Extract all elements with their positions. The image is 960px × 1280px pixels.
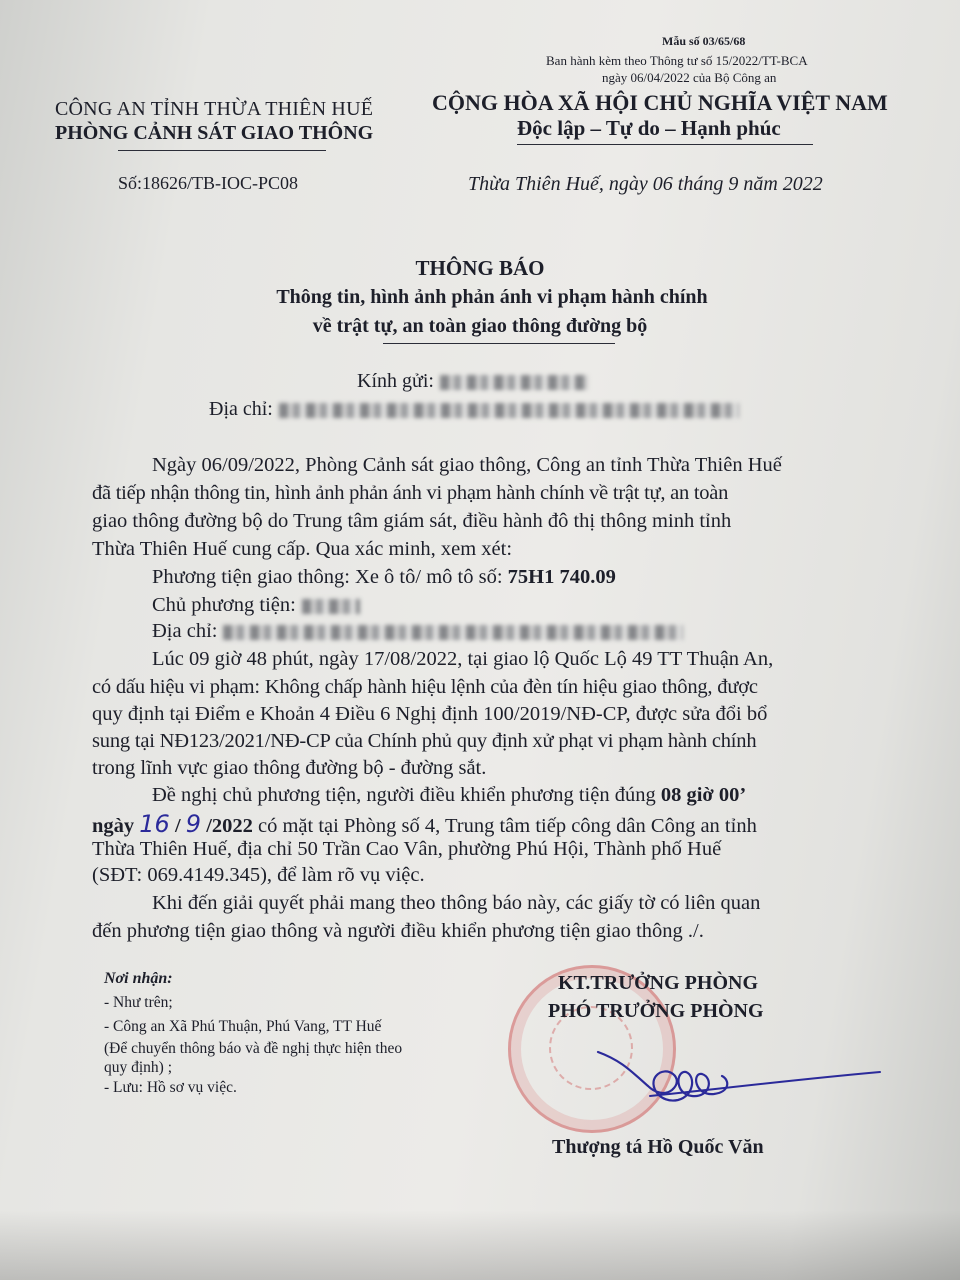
recipient-item: - Công an Xã Phú Thuận, Phú Vang, TT Huế	[104, 1018, 382, 1035]
redacted-owner	[302, 599, 360, 614]
form-note-line2: ngày 06/04/2022 của Bộ Công an	[602, 70, 777, 85]
addressee-row	[357, 370, 588, 393]
body-line: trong lĩnh vực giao thông đường bộ - đường sắt.	[92, 757, 487, 779]
signature-title-1: KT.TRƯỞNG PHÒNG	[558, 972, 758, 994]
body-line: đến phương tiện giao thông và người điều khiển phương tiện giao thông ./.	[92, 920, 704, 942]
document-title: THÔNG BÁO	[415, 256, 545, 280]
summons-line-1	[152, 784, 746, 807]
agency-line2: PHÒNG CẢNH SÁT GIAO THÔNG	[55, 122, 374, 144]
addressee-label: Kính gửi:	[357, 370, 434, 392]
title-underline	[383, 343, 615, 344]
agency-line1: CÔNG AN TỈNH THỪA THIÊN HUẾ	[55, 98, 374, 120]
appointment-day-label: ngày	[92, 815, 135, 837]
owner-label: Chủ phương tiện:	[152, 594, 296, 616]
body-line: (SĐT: 069.4149.345), để làm rõ vụ việc.	[92, 864, 425, 886]
appointment-time: 08 giờ 00’	[660, 784, 747, 806]
owner-address-row	[152, 620, 683, 643]
document-number: Số:18626/TB-IOC-PC08	[118, 173, 299, 193]
date-slash: /	[174, 815, 181, 837]
form-number: Mẫu số 03/65/68	[662, 34, 746, 48]
address-row	[209, 398, 739, 421]
body-line: Khi đến giải quyết phải mang theo thông báo này, các giấy tờ có liên quan	[152, 892, 761, 914]
summons-line-2	[92, 810, 757, 838]
recipient-item: quy định) ;	[104, 1059, 173, 1076]
license-plate: 75H1 740.09	[507, 566, 616, 588]
redacted-address	[279, 403, 739, 418]
appointment-year: /2022	[206, 815, 253, 837]
agency-underline	[118, 150, 326, 151]
address-label: Địa chỉ:	[209, 398, 273, 420]
redacted-owner-address	[223, 625, 683, 640]
document-subtitle-1: Thông tin, hình ảnh phản ánh vi phạm hành chính	[276, 286, 708, 308]
recipient-item: - Như trên;	[104, 994, 173, 1011]
body-text: Đề nghị chủ phương tiện, người điều khiển phương tiện đúng	[152, 784, 656, 806]
form-note-line1: Ban hành kèm theo Thông tư số 15/2022/TT-BCA	[546, 53, 808, 68]
nation-title: CỘNG HÒA XÃ HỘI CHỦ NGHĨA VIỆT NAM	[432, 90, 888, 115]
owner-address-label: Địa chỉ:	[152, 620, 218, 642]
motto-underline	[517, 144, 813, 145]
document-subtitle-2: về trật tự, an toàn giao thông đường bộ	[312, 315, 648, 337]
body-line: quy định tại Điểm e Khoản 4 Điều 6 Nghị định 100/2019/NĐ-CP, được sửa đổi bổ	[92, 703, 768, 725]
handwritten-signature	[590, 1030, 890, 1122]
recipient-item: (Để chuyển thông báo và đề nghị thực hiện theo	[104, 1040, 403, 1057]
body-line: sung tại NĐ123/2021/NĐ-CP của Chính phủ quy định xử phạt vi phạm hành chính	[92, 730, 757, 752]
recipients-heading: Nơi nhận:	[104, 970, 173, 987]
body-line: có dấu hiệu vi phạm: Không chấp hành hiệu lệnh của đèn tín hiệu giao thông, được	[92, 676, 758, 698]
handwritten-month: 9	[185, 810, 202, 838]
body-line: Ngày 06/09/2022, Phòng Cảnh sát giao thông, Công an tỉnh Thừa Thiên Huế	[152, 454, 782, 476]
place-date: Thừa Thiên Huế, ngày 06 tháng 9 năm 2022	[468, 173, 823, 195]
vehicle-row	[152, 566, 616, 589]
signer-name: Thượng tá Hồ Quốc Văn	[552, 1136, 764, 1158]
redacted-name	[440, 375, 588, 390]
body-line: giao thông đường bộ do Trung tâm giám sát, điều hành đô thị thông minh tỉnh	[92, 510, 732, 532]
nation-motto: Độc lập – Tự do – Hạnh phúc	[517, 116, 781, 140]
signature-title-2: PHÓ TRƯỞNG PHÒNG	[548, 1000, 764, 1022]
body-line: Lúc 09 giờ 48 phút, ngày 17/08/2022, tại giao lộ Quốc Lộ 49 TT Thuận An,	[152, 648, 774, 670]
owner-row	[152, 594, 360, 617]
body-line: Thừa Thiên Huế cung cấp. Qua xác minh, xem xét:	[92, 538, 513, 560]
body-text: có mặt tại Phòng số 4, Trung tâm tiếp công dân Công an tỉnh	[258, 815, 757, 837]
vehicle-label: Phương tiện giao thông: Xe ô tô/ mô tô số:	[152, 566, 503, 588]
body-line: đã tiếp nhận thông tin, hình ảnh phản ánh vi phạm hành chính về trật tự, an toàn	[92, 482, 729, 504]
body-line: Thừa Thiên Huế, địa chỉ 50 Trần Cao Vân, phường Phú Hội, Thành phố Huế	[92, 838, 722, 860]
recipient-item: - Lưu: Hồ sơ vụ việc.	[104, 1079, 237, 1096]
photo-shadow	[0, 1210, 960, 1280]
handwritten-day: 16	[139, 810, 170, 838]
